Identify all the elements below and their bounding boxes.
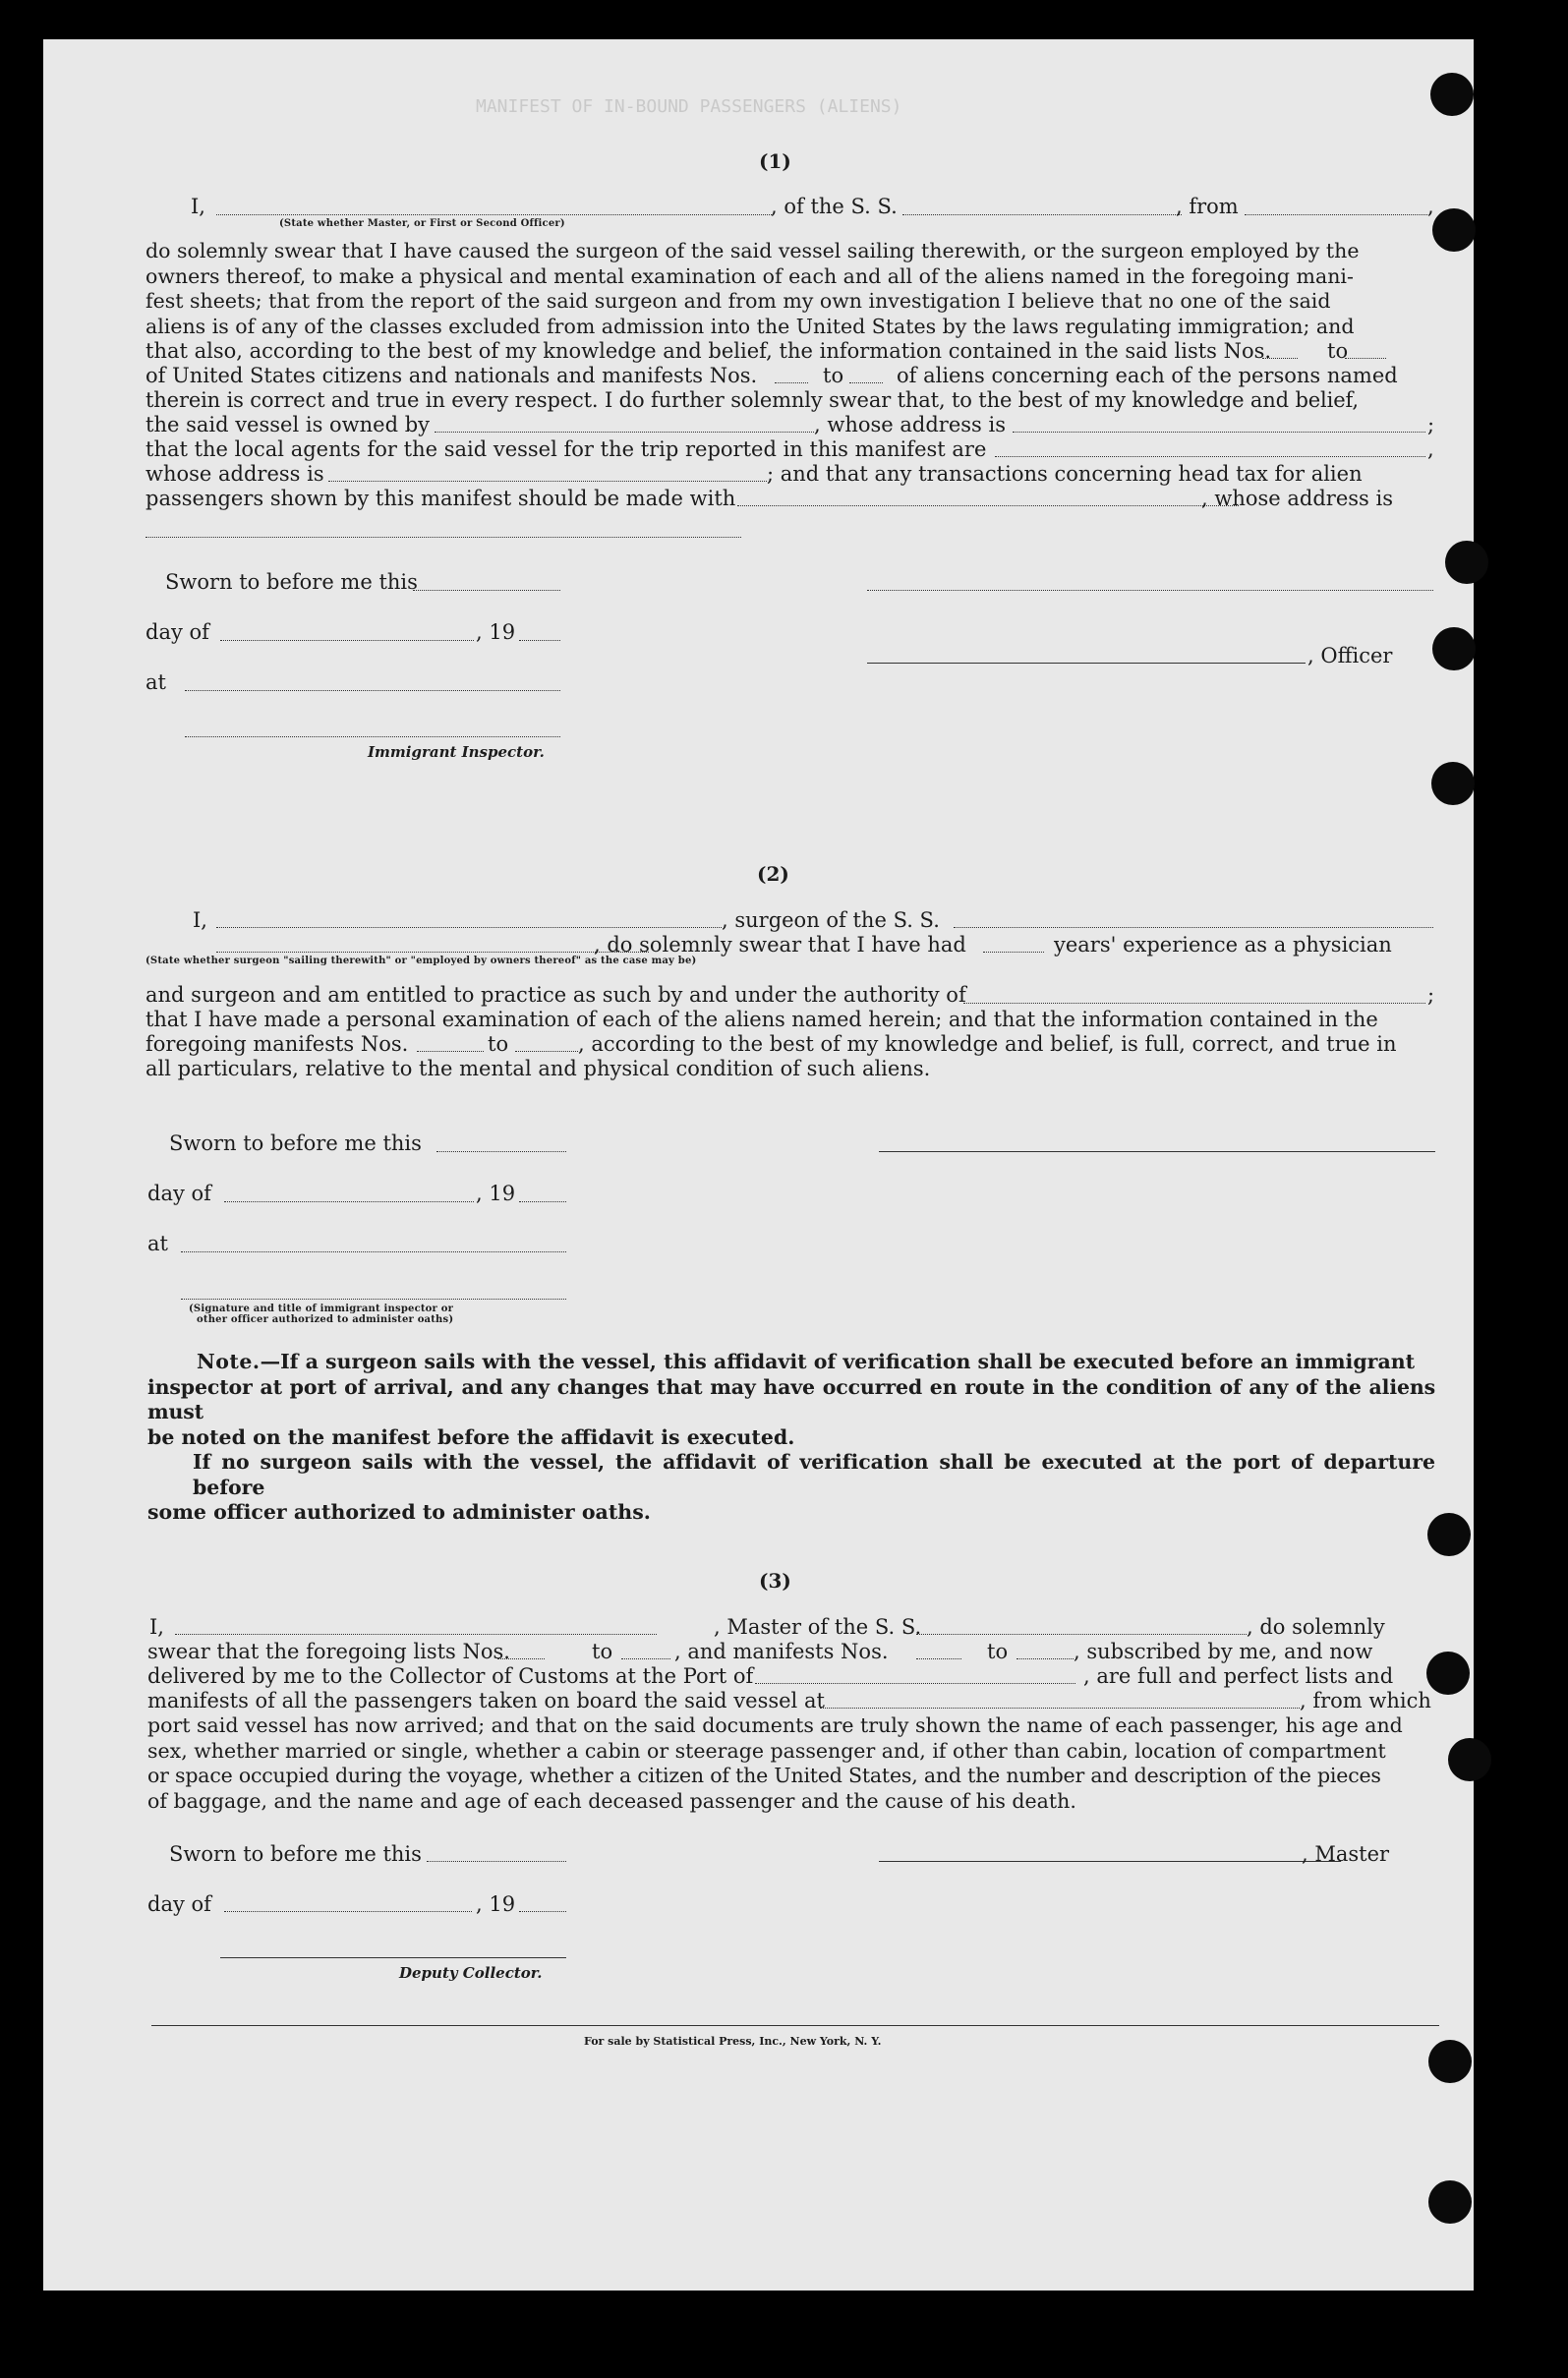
day-month-field[interactable] xyxy=(220,640,474,641)
to-label: to xyxy=(987,1640,1009,1663)
body-line: of baggage, and the name and age of each deceased passenger and the cause of his death. xyxy=(147,1788,1076,1813)
to-label: to xyxy=(488,1032,509,1056)
bleed-through-text: MANIFEST OF IN-BOUND PASSENGERS (ALIENS) xyxy=(476,96,902,117)
manifests-all-text: manifests of all the passengers taken on board the said vessel at xyxy=(147,1689,825,1712)
body-line: that also, according to the best of my knowledge and belief, the information contained in the said lists Nos. xyxy=(145,339,1272,363)
collector-caption: Deputy Collector. xyxy=(399,1964,543,1982)
binder-hole xyxy=(1445,541,1488,584)
inspector-signature-line[interactable] xyxy=(181,1299,566,1300)
year-field[interactable] xyxy=(519,1201,566,1202)
body-line: port said vessel has now arrived; and that on the said documents are truly shown the name of each passenger, his age and xyxy=(147,1713,1403,1737)
do-solemnly-label: , do solemnly swear that I have had xyxy=(594,933,966,957)
body-line: or space occupied during the voyage, whether a citizen of the United States, and the number and description of the pieces xyxy=(147,1764,1381,1787)
master-of-label: , Master of the S. S. xyxy=(714,1615,922,1639)
officer-name-field[interactable] xyxy=(216,214,772,215)
head-tax-party-field[interactable] xyxy=(737,505,1239,506)
whose-address: , whose address is xyxy=(814,413,1006,436)
form-page xyxy=(43,39,1474,2291)
officer-label: , Officer xyxy=(1307,644,1393,667)
sworn-label: Sworn to before me this xyxy=(169,1842,422,1866)
section-3-body xyxy=(147,1713,1435,1814)
inspector-caption: Immigrant Inspector. xyxy=(368,743,545,761)
lists-to-field[interactable] xyxy=(1345,358,1386,359)
master-name-field[interactable] xyxy=(175,1634,657,1635)
note-text: If no surgeon sails with the vessel, the affidavit of verification shall be executed at the port of departure before xyxy=(193,1450,1435,1499)
day-month-field[interactable] xyxy=(224,1201,474,1202)
note-block xyxy=(147,1350,1435,1526)
surgeon-signature-line[interactable] xyxy=(879,1151,1435,1152)
note-text: some officer authorized to administer oaths. xyxy=(147,1500,651,1524)
do-solemnly-label: , do solemnly xyxy=(1247,1615,1385,1639)
master-label: , Master xyxy=(1302,1842,1390,1866)
year-label: , 19 xyxy=(476,620,516,644)
footer-rule xyxy=(151,2025,1439,2026)
sworn-day-field[interactable] xyxy=(413,590,560,591)
body-line: that I have made a personal examination of each of the aliens named herein; and that the information contained in the xyxy=(145,1008,1378,1031)
binder-hole xyxy=(1426,1652,1470,1695)
owner-field[interactable] xyxy=(435,432,814,433)
year-label: , 19 xyxy=(476,1182,516,1205)
inspector-signature-line[interactable] xyxy=(185,736,560,737)
and-manifests-text: , and manifests Nos. xyxy=(674,1640,889,1663)
binder-hole xyxy=(1432,627,1476,670)
full-perfect-text: , are full and perfect lists and xyxy=(1083,1664,1394,1688)
local-agents-field[interactable] xyxy=(995,456,1425,457)
binder-hole xyxy=(1428,2040,1472,2083)
note-label: Note. xyxy=(197,1350,261,1373)
binder-hole xyxy=(1428,2180,1472,2224)
binder-hole xyxy=(1432,208,1476,252)
ship-name-field-2[interactable] xyxy=(954,927,1433,928)
delivered-text: delivered by me to the Collector of Customs at the Port of xyxy=(147,1664,754,1688)
body-line: and surgeon and am entitled to practice as such by and under the authority of xyxy=(145,983,966,1007)
lists-from-field[interactable] xyxy=(1262,358,1298,359)
surgeon-manifests-to[interactable] xyxy=(515,1051,578,1052)
section-1-body xyxy=(145,239,1434,339)
binder-hole xyxy=(1427,1513,1471,1556)
from-comma: , xyxy=(1427,195,1434,218)
binder-hole xyxy=(1430,73,1474,116)
body-line: that the local agents for the said vessel for the trip reported in this manifest are xyxy=(145,437,987,461)
authority-field[interactable] xyxy=(963,1003,1425,1004)
surgeon-name-field[interactable] xyxy=(216,927,722,928)
ship-name-field-3[interactable] xyxy=(916,1634,1247,1635)
section-2-i: I, xyxy=(193,908,207,932)
comma: , xyxy=(1427,437,1434,461)
to-label: to xyxy=(592,1640,613,1663)
surgeon-of-label: , surgeon of the S. S. xyxy=(722,908,940,932)
officer-title-line[interactable] xyxy=(867,663,1306,664)
at-label: at xyxy=(147,1232,168,1255)
to-label: to xyxy=(1327,339,1349,363)
body-line: of United States citizens and nationals and manifests Nos. xyxy=(145,364,758,387)
surgeon-caption: (State whether surgeon "sailing therewith" or "employed by owners thereof" as the case may be) xyxy=(145,956,697,966)
printer-credit: For sale by Statistical Press, Inc., New York, N. Y. xyxy=(584,2035,882,2048)
body-line: passengers shown by this manifest should be made with xyxy=(145,487,736,510)
semicolon: ; xyxy=(1427,983,1435,1007)
from-label: , from xyxy=(1176,195,1239,218)
year-field[interactable] xyxy=(519,640,560,641)
sworn-day-field[interactable] xyxy=(436,1151,566,1152)
body-line: sex, whether married or single, whether a cabin or steerage passenger and, if other than cabin, location of compartment xyxy=(147,1738,1386,1763)
body-line: therein is correct and true in every respect. I do further solemnly swear that, to the best of my knowledge and belief, xyxy=(145,388,1359,412)
year-label: , 19 xyxy=(476,1892,516,1916)
signature-caption: other officer authorized to administer oaths) xyxy=(197,1314,454,1325)
at-place-field[interactable] xyxy=(181,1251,566,1252)
manifests-to-field[interactable] xyxy=(849,382,883,383)
note-text: —If a surgeon sails with the vessel, this affidavit of verification shall be executed before an immigrant xyxy=(260,1350,1416,1373)
experience-label: years' experience as a physician xyxy=(1054,933,1392,957)
of-ss-label: , of the S. S. xyxy=(771,195,898,218)
port-field[interactable] xyxy=(755,1683,1075,1684)
binder-hole xyxy=(1431,762,1475,805)
aliens-concerning: of aliens concerning each of the persons named xyxy=(897,364,1398,387)
day-month-field[interactable] xyxy=(224,1911,472,1912)
agent-address-field[interactable] xyxy=(328,481,767,482)
section-1-number: (1) xyxy=(759,149,791,173)
day-of-label: day of xyxy=(145,620,209,644)
at-label: at xyxy=(145,670,166,694)
subscribed-text: , subscribed by me, and now xyxy=(1074,1640,1373,1663)
binder-hole xyxy=(1448,1738,1491,1781)
body-line: the said vessel is owned by xyxy=(145,413,431,436)
collector-signature-line[interactable] xyxy=(220,1957,566,1958)
boarding-port-field[interactable] xyxy=(820,1708,1300,1709)
master-manifests-from[interactable] xyxy=(916,1658,961,1659)
years-experience-field[interactable] xyxy=(983,952,1044,953)
note-text: inspector at port of arrival, and any changes that may have occurred en route in the condition of any of the aliens must xyxy=(147,1374,1435,1423)
head-tax-text: ; and that any transactions concerning head tax for alien xyxy=(767,462,1363,486)
signature-caption: (Signature and title of immigrant inspector or xyxy=(189,1304,454,1314)
whose-address: , whose address is xyxy=(1201,487,1393,510)
body-line: foregoing manifests Nos. xyxy=(145,1032,409,1056)
owner-address-field[interactable] xyxy=(1013,432,1425,433)
officer-caption: (State whether Master, or First or Second Officer) xyxy=(279,218,565,229)
section-2-number: (2) xyxy=(757,862,789,886)
swear-lists-text: swear that the foregoing lists Nos. xyxy=(147,1640,510,1663)
surgeon-type-field[interactable] xyxy=(216,952,649,953)
day-of-label: day of xyxy=(147,1892,211,1916)
according-text: , according to the best of my knowledge and belief, is full, correct, and true in xyxy=(578,1032,1397,1056)
body-line: aliens is of any of the classes excluded from admission into the United States by the laws regulating immigration; and xyxy=(145,314,1355,338)
officer-signature-line[interactable] xyxy=(867,590,1433,591)
body-line: owners thereof, to make a physical and mental examination of each and all of the aliens named in the foregoing mani- xyxy=(145,263,1354,288)
ship-name-field-1[interactable] xyxy=(902,214,1182,215)
sworn-day-field[interactable] xyxy=(427,1861,566,1862)
at-place-field[interactable] xyxy=(185,690,560,691)
section-3-i: I, xyxy=(149,1615,164,1639)
from-which-text: , from which xyxy=(1300,1689,1431,1712)
year-field[interactable] xyxy=(519,1911,566,1912)
to-label: to xyxy=(823,364,844,387)
semicolon: ; xyxy=(1427,413,1435,436)
manifests-from-field[interactable] xyxy=(775,382,808,383)
day-of-label: day of xyxy=(147,1182,211,1205)
master-lists-to[interactable] xyxy=(621,1658,670,1659)
master-lists-from[interactable] xyxy=(497,1658,545,1659)
master-manifests-to[interactable] xyxy=(1016,1658,1074,1659)
section-3-number: (3) xyxy=(759,1569,791,1593)
surgeon-manifests-from[interactable] xyxy=(417,1051,484,1052)
body-line: whose address is xyxy=(145,462,324,486)
note-text: be noted on the manifest before the affidavit is executed. xyxy=(147,1424,795,1449)
sworn-label: Sworn to before me this xyxy=(165,570,418,594)
sworn-label: Sworn to before me this xyxy=(169,1131,422,1155)
body-line: do solemnly swear that I have caused the surgeon of the said vessel sailing therewith, or the surgeon employed by the xyxy=(145,239,1360,262)
from-port-field[interactable] xyxy=(1245,214,1427,215)
section-1-i: I, xyxy=(191,195,205,218)
body-line: fest sheets; that from the report of the said surgeon and from my own investigation I believe that no one of the said xyxy=(145,289,1331,313)
head-tax-address-field[interactable] xyxy=(145,537,741,538)
master-signature-line[interactable] xyxy=(879,1861,1341,1862)
body-line: all particulars, relative to the mental and physical condition of such aliens. xyxy=(145,1057,931,1080)
